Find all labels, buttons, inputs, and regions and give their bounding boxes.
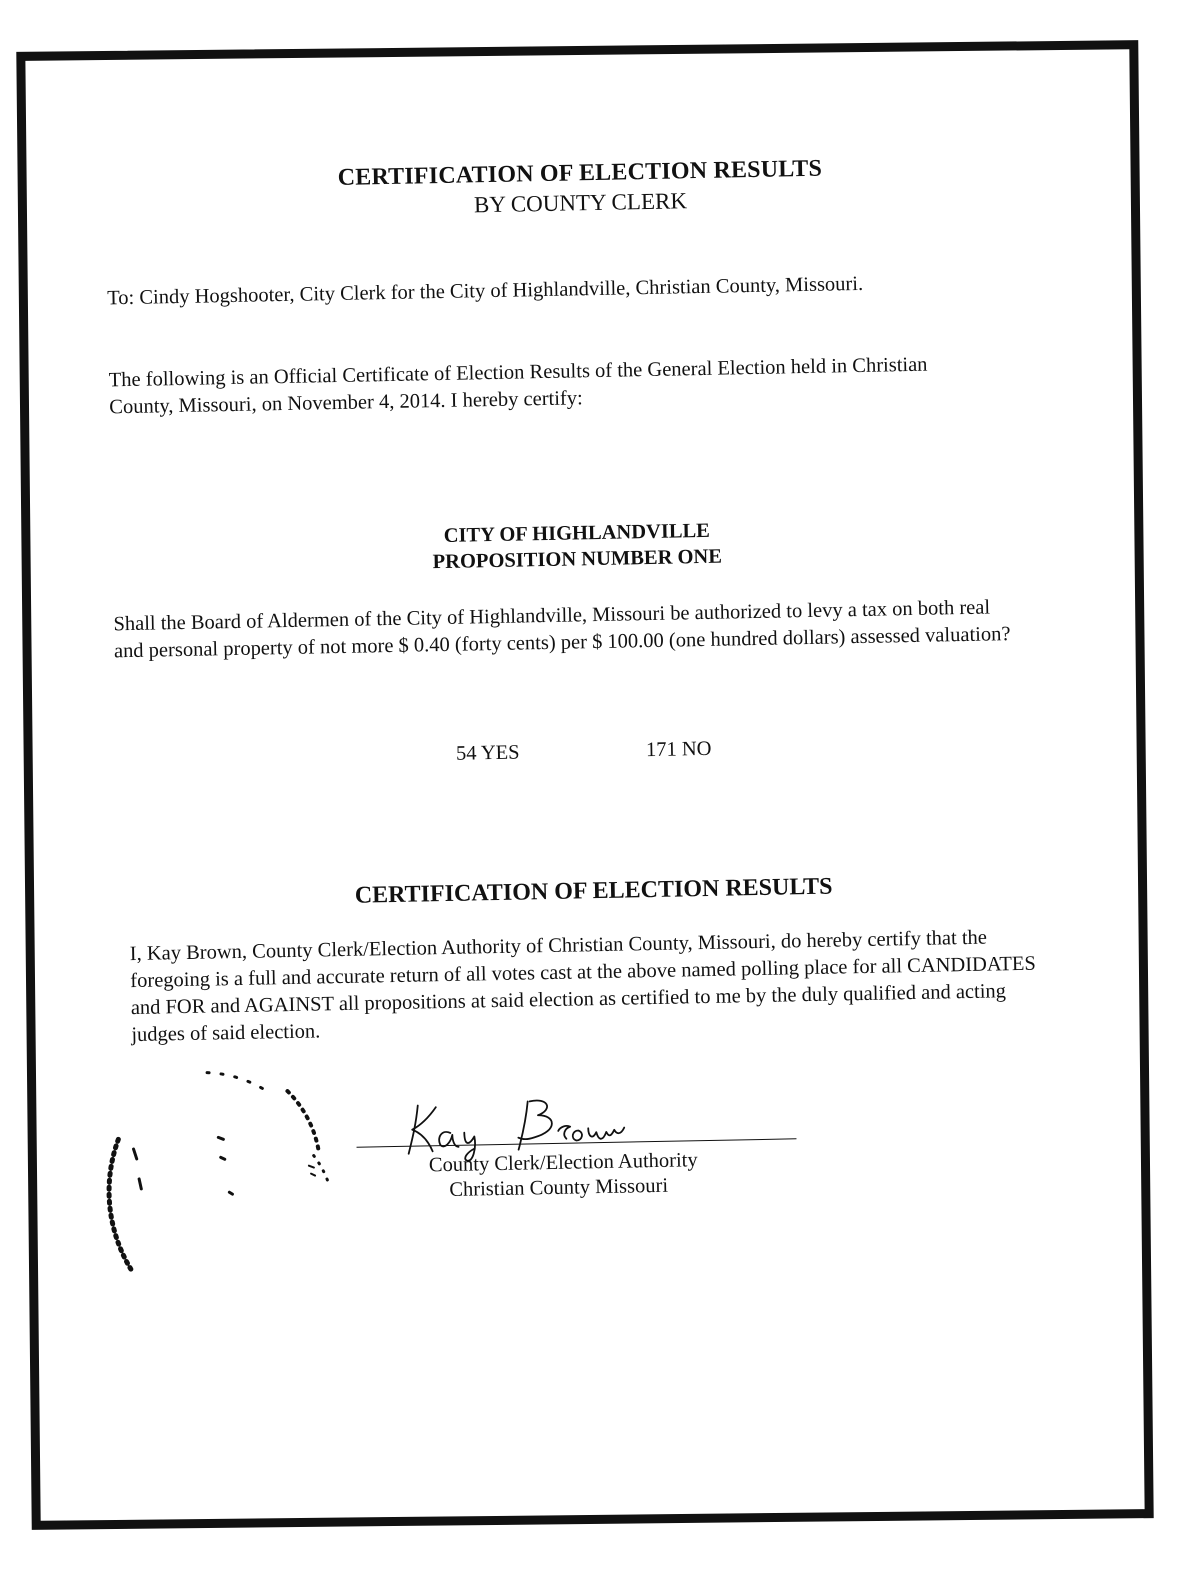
document-title: CERTIFICATION OF ELECTION RESULTS: [337, 155, 823, 191]
proposition-number: PROPOSITION NUMBER ONE: [432, 545, 723, 574]
signature-title: County Clerk/Election Authority: [428, 1149, 698, 1177]
votes-yes: 54 YES: [455, 741, 520, 765]
signature-county: Christian County Missouri: [449, 1174, 669, 1201]
intro-paragraph: The following is an Official Certificate of Election Results of the General Election held in Christian County, Missouri, on November 4, 2014. I hereby certify:: [108, 353, 928, 419]
document-subtitle: BY COUNTY CLERK: [473, 188, 688, 218]
city-heading: CITY OF HIGHLANDVILLE: [443, 519, 711, 547]
addressee-line: To: Cindy Hogshooter, City Clerk for the City of Highlandville, Christian County, Missouri.: [106, 272, 864, 310]
certification-body: I, Kay Brown, County Clerk/Election Authority of Christian County, Missouri, do hereby certify that the foregoing is a full and accurate return of all votes cast at the above named polling place for all CANDIDATES and FOR and AGAINST all propositions at said election as certified to me by the duly qualified and acting judges of said election.: [129, 926, 1037, 1047]
certification-title: CERTIFICATION OF ELECTION RESULTS: [354, 873, 833, 909]
embossed-seal-icon: [87, 1055, 371, 1290]
votes-no: 171 NO: [645, 737, 712, 762]
proposition-heading: [337, 516, 818, 577]
proposition-question: Shall the Board of Aldermen of the City of Highlandville, Missouri be authorized to levy a tax on both real and personal property of not more $ 0.40 (forty cents) per $ 100.00 (one hundred dollars) assessed valuation?: [113, 596, 1011, 663]
